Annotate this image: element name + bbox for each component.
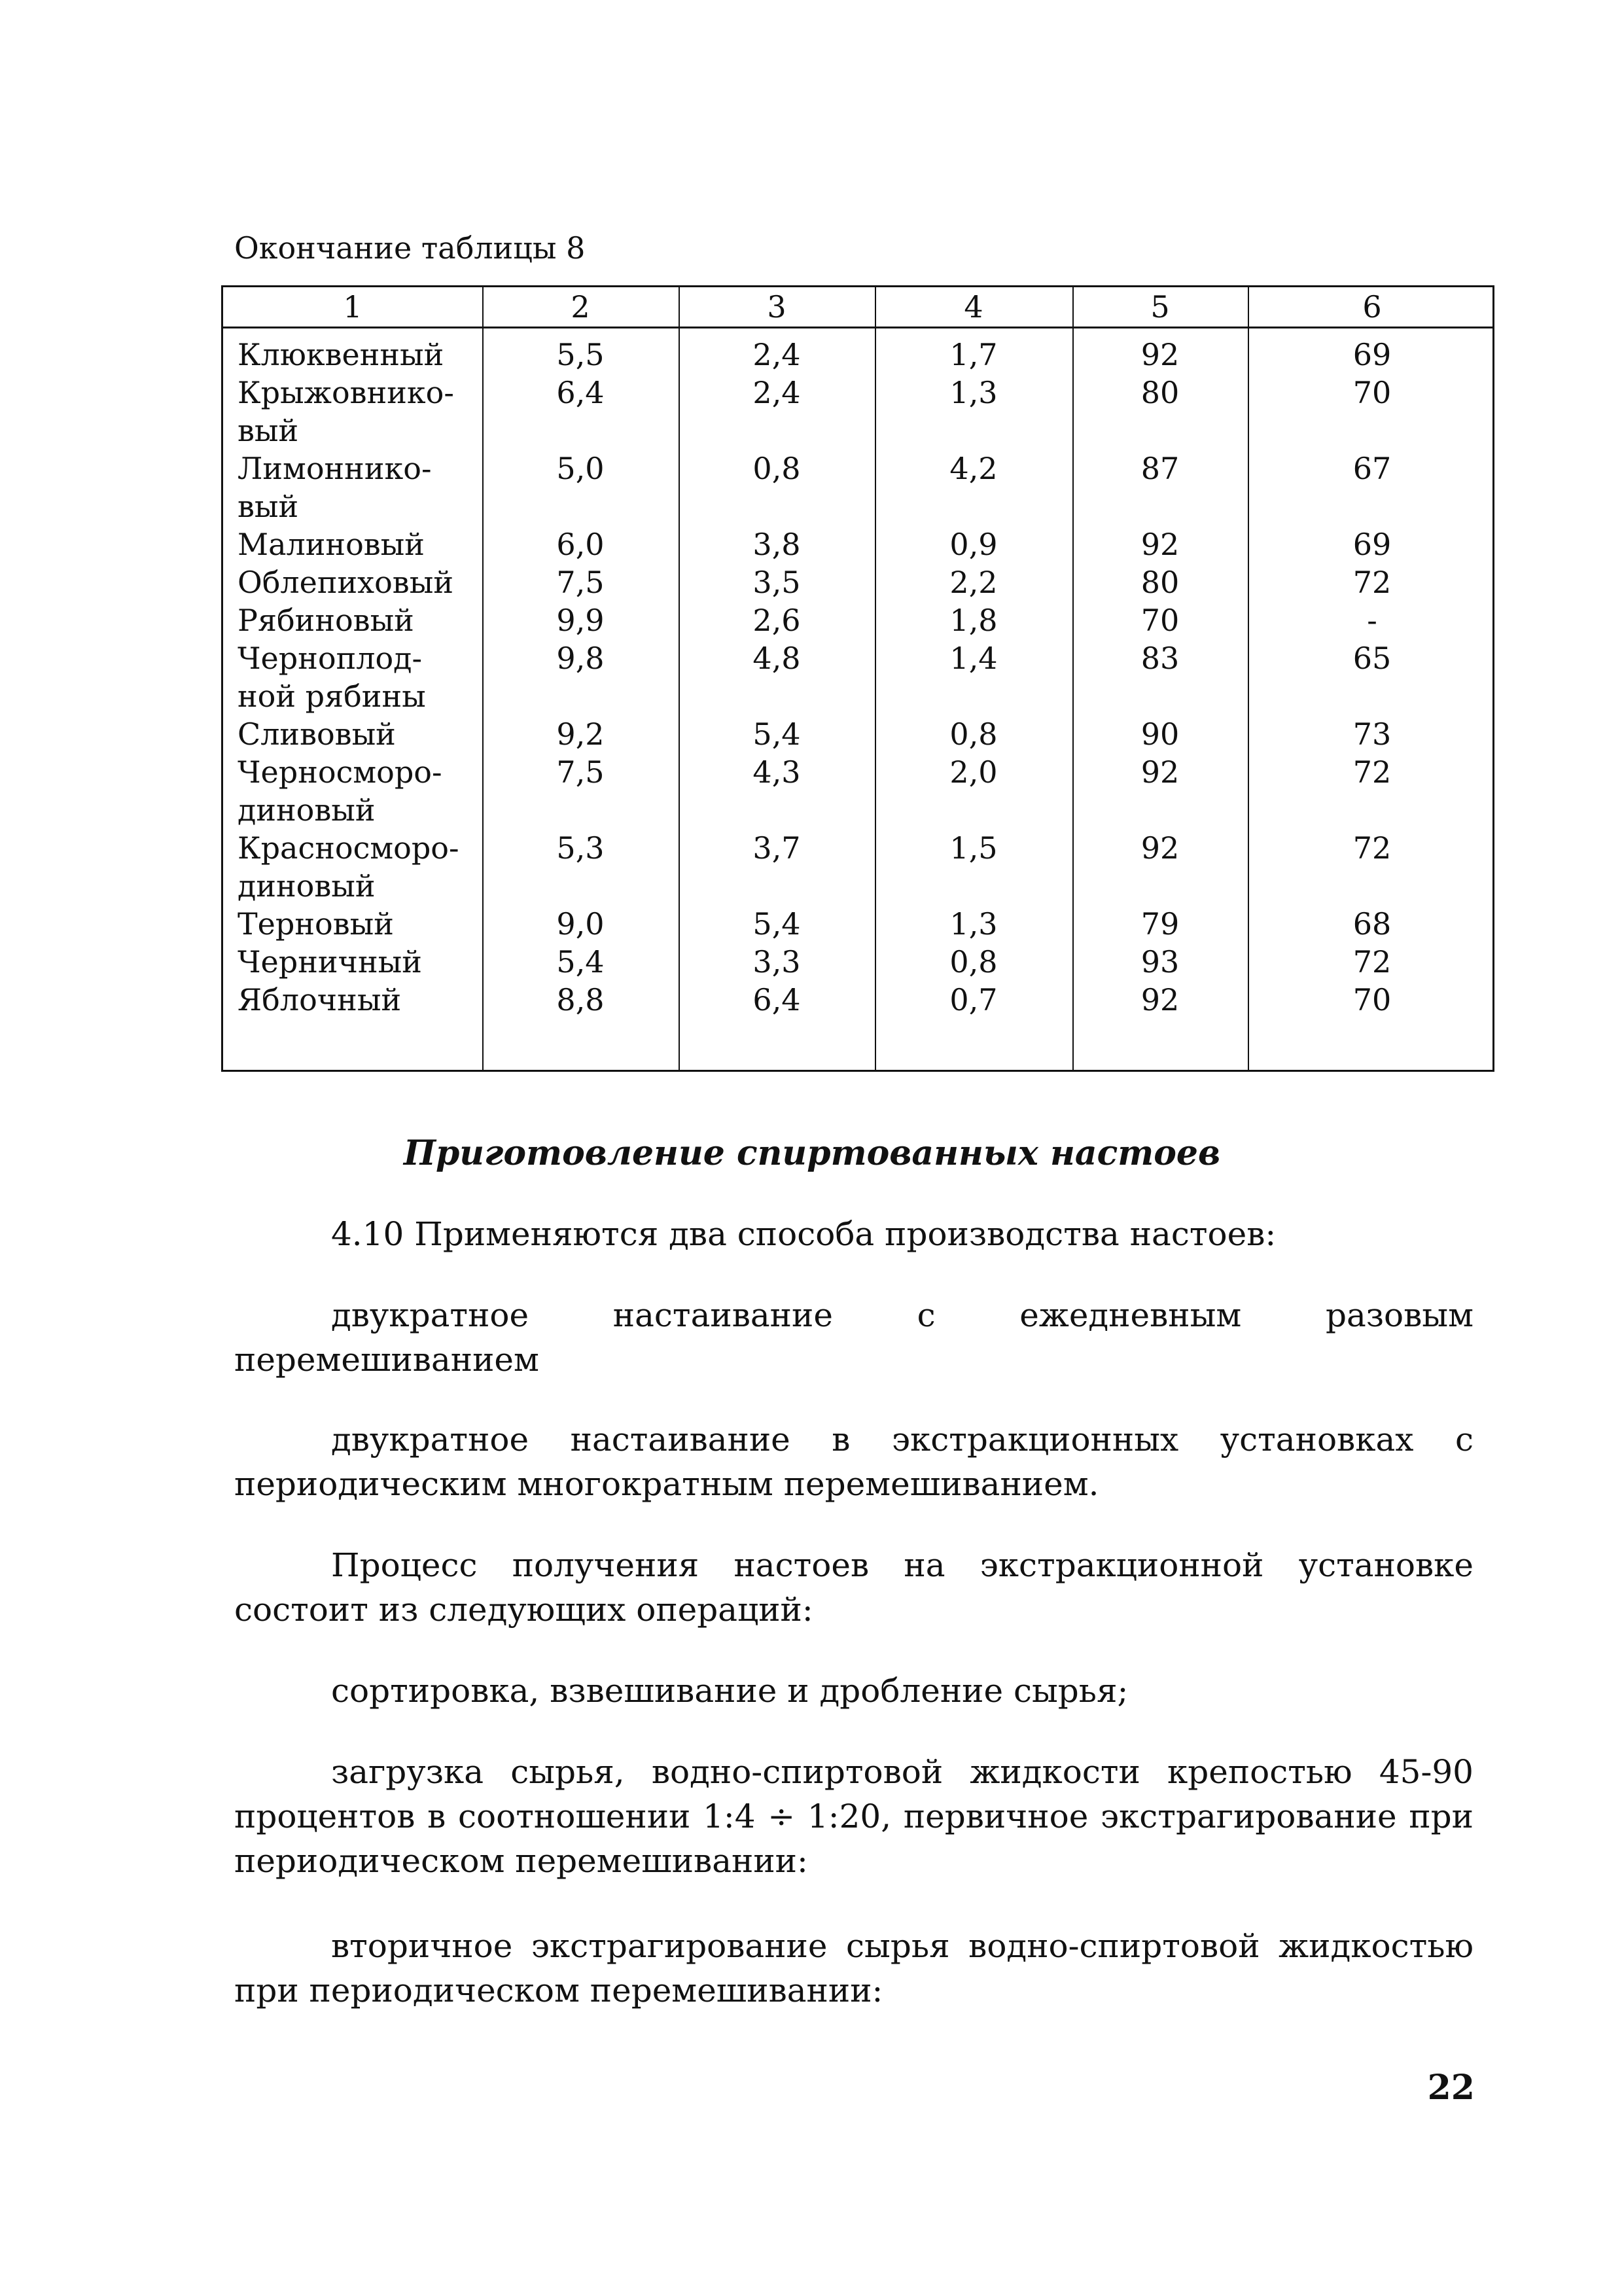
column-header: 5	[1150, 289, 1170, 325]
table-cell: 0,8	[752, 451, 801, 486]
table-cell: 80	[1140, 565, 1180, 600]
table-cell: 72	[1352, 754, 1392, 790]
table-cell: 83	[1140, 641, 1180, 676]
row-name: Крыжовнико- вый	[238, 375, 454, 448]
table-cell: 67	[1352, 451, 1392, 486]
table-cell: 4,2	[949, 451, 998, 486]
table-cell: 9,0	[556, 906, 605, 942]
table-cell: 92	[1140, 982, 1180, 1017]
table-cell: 9,2	[556, 716, 605, 752]
table-cell: 1,5	[949, 830, 998, 866]
row-name: Клюквенный	[238, 337, 444, 372]
row-name: Яблочный	[238, 982, 402, 1017]
table-cell: 70	[1140, 603, 1180, 638]
table-cell: 73	[1352, 716, 1392, 752]
table-cell: 2,4	[752, 337, 801, 372]
table-cell: 3,7	[752, 830, 801, 866]
table-caption: Окончание таблицы 8	[234, 230, 586, 266]
table-cell: 9,9	[556, 603, 605, 638]
table-cell: 65	[1352, 641, 1392, 676]
table-cell: 2,0	[949, 754, 998, 790]
table-cell: 1,4	[949, 641, 998, 676]
row-name: Черносморо- диновый	[238, 754, 442, 828]
row-name: Сливовый	[238, 716, 396, 752]
row-name: Малиновый	[238, 527, 425, 562]
page-number: 22	[1427, 2068, 1475, 2108]
row-name: Рябиновый	[238, 603, 414, 638]
table-cell: 92	[1140, 527, 1180, 562]
table-cell: 7,5	[556, 754, 605, 790]
paragraph: сортировка, взвешивание и дробление сырья;	[331, 1672, 1129, 1710]
table-cell: 69	[1352, 527, 1392, 562]
table-cell: 80	[1140, 375, 1180, 410]
table-cell: 5,4	[752, 906, 801, 942]
table-cell: 5,3	[556, 830, 605, 866]
paragraph: загрузка сырья, водно-спиртовой жидкости крепостью 45-90 процентов в соотношении 1:4 ÷ 1:20, первичное экстрагирование при периодическом перемешивании:	[234, 1753, 1474, 1880]
paragraph: двукратное настаивание в экстракционных установках с периодическим многократным перемешиванием.	[234, 1421, 1474, 1503]
paragraph: вторичное экстрагирование сырья водно-спиртовой жидкостью при периодическом перемешивании:	[234, 1927, 1474, 2009]
table-cell: 93	[1140, 944, 1180, 980]
row-name: Терновый	[238, 906, 394, 942]
table-cell: 9,8	[556, 641, 605, 676]
table-cell: 1,3	[949, 375, 998, 410]
column-header: 6	[1362, 289, 1382, 325]
table-cell: 5,5	[556, 337, 605, 372]
table-cell: 2,4	[752, 375, 801, 410]
table-cell: 87	[1140, 451, 1180, 486]
table-cell: 0,8	[949, 944, 998, 980]
column-header: 2	[571, 289, 590, 325]
table-cell: 0,8	[949, 716, 998, 752]
table-cell: 1,7	[949, 337, 998, 372]
table-cell: 4,8	[752, 641, 801, 676]
table-cell: 68	[1352, 906, 1392, 942]
table-cell: 90	[1140, 716, 1180, 752]
table-cell: 69	[1352, 337, 1392, 372]
table-cell: 0,9	[949, 527, 998, 562]
table-cell: 72	[1352, 565, 1392, 600]
table-cell: 3,3	[752, 944, 801, 980]
table-cell: 92	[1140, 830, 1180, 866]
table-cell: 1,3	[949, 906, 998, 942]
table-cell: 2,6	[752, 603, 801, 638]
table-cell: 3,8	[752, 527, 801, 562]
table-cell: 3,5	[752, 565, 801, 600]
table-cell: 79	[1140, 906, 1180, 942]
table-cell: 5,4	[556, 944, 605, 980]
table-cell: 70	[1352, 375, 1392, 410]
row-name: Черничный	[238, 944, 422, 980]
paragraph: 4.10 Применяются два способа производства настоев:	[331, 1215, 1277, 1253]
column-header: 3	[767, 289, 786, 325]
header-divider	[223, 327, 1492, 328]
table-cell: 1,8	[949, 603, 998, 638]
table-cell: 72	[1352, 830, 1392, 866]
data-table	[221, 285, 1494, 1072]
table-cell: 70	[1352, 982, 1392, 1017]
column-header: 4	[964, 289, 983, 325]
table-cell: 92	[1140, 337, 1180, 372]
table-cell: 6,4	[556, 375, 605, 410]
table-cell: 4,3	[752, 754, 801, 790]
row-name: Облепиховый	[238, 565, 453, 600]
paragraph: Процесс получения настоев на экстракционной установке состоит из следующих операций:	[234, 1546, 1474, 1629]
table-cell: 7,5	[556, 565, 605, 600]
table-cell: -	[1367, 603, 1377, 638]
table-cell: 6,0	[556, 527, 605, 562]
table-cell: 6,4	[752, 982, 801, 1017]
table-cell: 5,4	[752, 716, 801, 752]
row-name: Красносморо- диновый	[238, 830, 459, 904]
section-heading: Приготовление спиртованных настоев	[403, 1133, 1221, 1173]
column-header: 1	[343, 289, 362, 325]
paragraph: двукратное настаивание с ежедневным разовым перемешиванием	[234, 1296, 1474, 1379]
table-cell: 72	[1352, 944, 1392, 980]
table-cell: 8,8	[556, 982, 605, 1017]
table-cell: 0,7	[949, 982, 998, 1017]
row-name: Черноплод- ной рябины	[238, 641, 426, 714]
table-cell: 92	[1140, 754, 1180, 790]
table-cell: 5,0	[556, 451, 605, 486]
row-name: Лимоннико- вый	[238, 451, 432, 524]
table-cell: 2,2	[949, 565, 998, 600]
